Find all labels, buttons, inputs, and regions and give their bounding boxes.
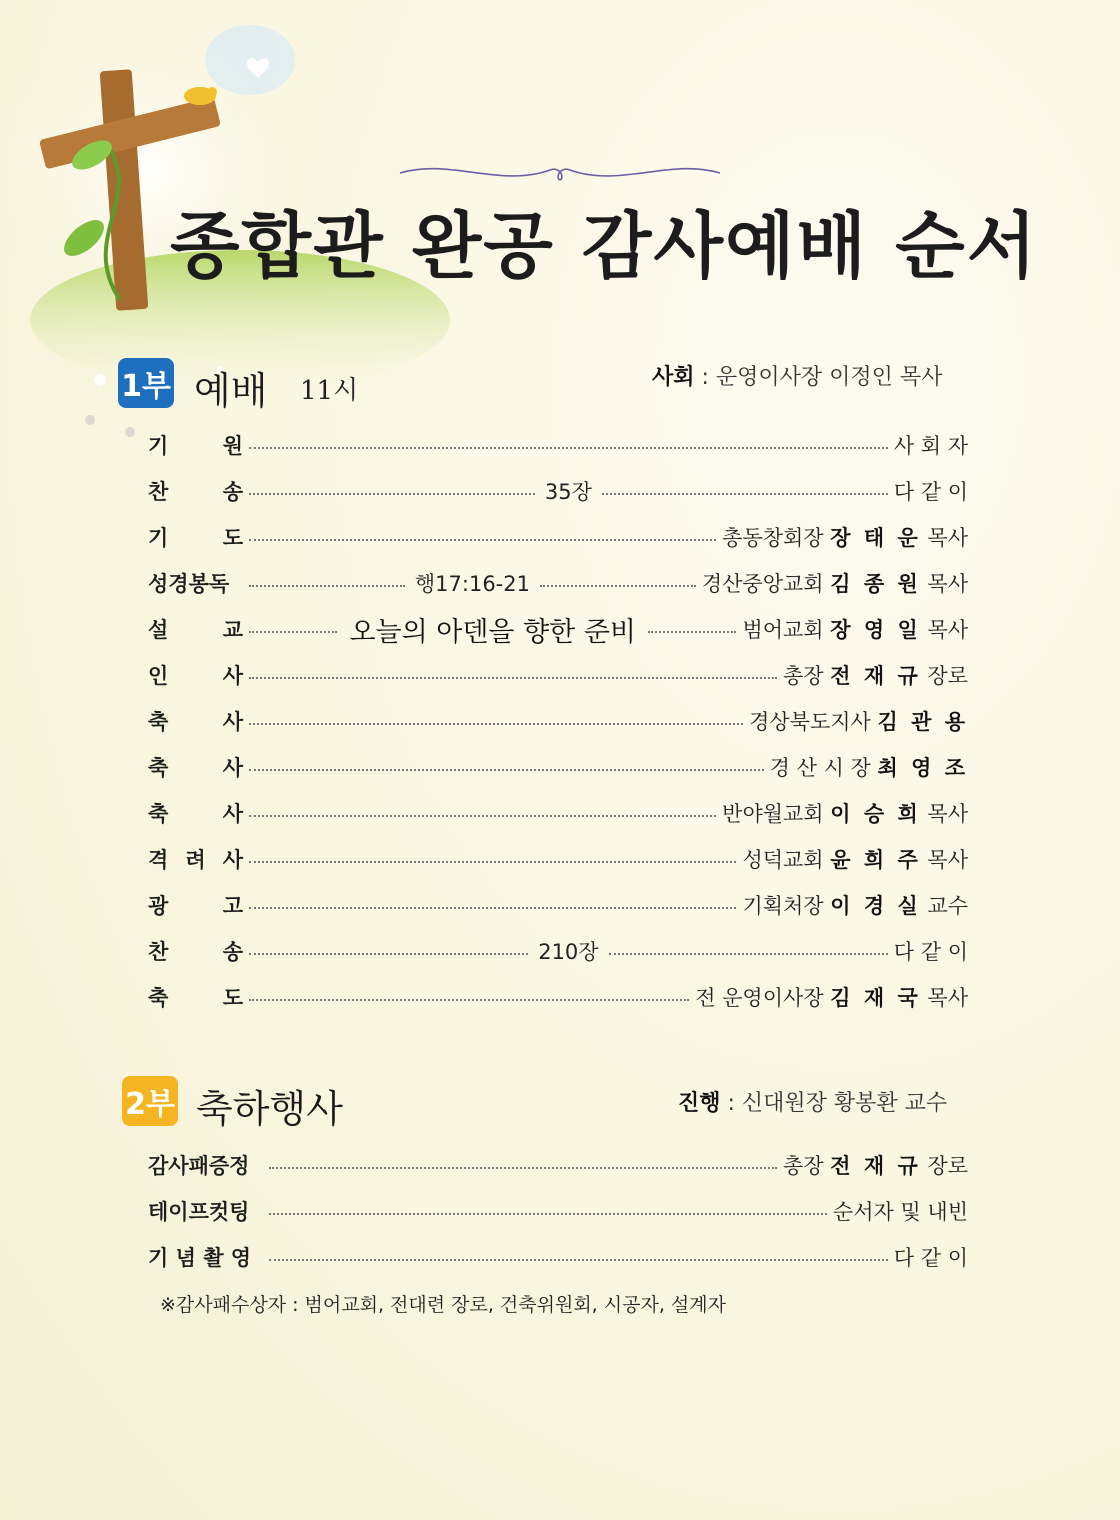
program-row — [148, 1145, 968, 1185]
label-char: 송 — [222, 940, 243, 964]
person-name: 장 태 운 — [830, 526, 921, 550]
program-row — [148, 977, 968, 1017]
label-char: 성경봉독 — [148, 572, 230, 596]
label-char: 축 — [148, 756, 169, 780]
person-title: 다 같 이 — [893, 940, 968, 964]
dot-leader — [249, 539, 716, 541]
part1-title: 예배 — [194, 369, 268, 413]
label-char: 송 — [222, 480, 243, 504]
person-title: 범어교회 — [742, 618, 831, 642]
program-item-label — [148, 752, 243, 782]
program-row — [148, 655, 968, 695]
part1-time: 11시 — [300, 376, 359, 406]
label-char: 광 — [148, 894, 169, 918]
program-item-person — [783, 660, 968, 690]
dot-leader — [648, 631, 736, 633]
part1-host — [652, 360, 942, 391]
label-char: 려 — [185, 848, 206, 872]
program-item-person — [894, 1242, 968, 1272]
label-char: 사 — [222, 802, 243, 826]
dot-leader — [249, 769, 764, 771]
program-item-detail: 35장 — [544, 480, 592, 504]
program-row — [148, 747, 968, 787]
program-item-label — [148, 936, 243, 966]
dot-leader — [249, 953, 528, 955]
program-item-detail: 행17:16-21 — [414, 572, 530, 596]
program-item-label — [148, 614, 243, 644]
person-title: 경상북도지사 — [749, 710, 878, 734]
person-role: 장로 — [920, 664, 968, 688]
program-row — [148, 563, 968, 603]
ornament-divider — [390, 158, 730, 188]
part2-title: 축하행사 — [196, 1087, 343, 1131]
program-item-label — [148, 890, 243, 920]
program-row — [148, 793, 968, 833]
program-row — [148, 471, 968, 511]
program-item-person — [695, 982, 968, 1012]
person-role: 목사 — [920, 526, 968, 550]
person-title: 총장 — [783, 1154, 831, 1178]
program-row — [148, 609, 968, 649]
part2-badge: 2부 — [122, 1076, 178, 1126]
person-role: 목사 — [920, 848, 968, 872]
program-item-label — [148, 660, 243, 690]
award-note: ※감사패수상자 : 범어교회, 전대련 장로, 건축위원회, 시공자, 설계자 — [160, 1294, 726, 1316]
program-item-label: 기 념 촬 영 — [148, 1246, 252, 1270]
label-char: 격 — [148, 848, 169, 872]
program-item-label — [148, 568, 243, 598]
person-title: 전 운영이사장 — [695, 986, 831, 1010]
dot-leader — [540, 585, 696, 587]
dot-leader — [249, 631, 337, 633]
part1-badge: 1부 — [118, 358, 174, 408]
dot-leader — [249, 447, 888, 449]
person-title: 총동창회장 — [722, 526, 831, 550]
program-item-person — [742, 844, 968, 874]
person-title: 성덕교회 — [742, 848, 831, 872]
program-row — [148, 1237, 968, 1277]
program-item-label — [148, 430, 243, 460]
person-name: 전 재 규 — [830, 1154, 921, 1178]
dot-leader — [269, 1259, 888, 1261]
program-item-detail: 210장 — [538, 940, 599, 964]
program-item-person — [833, 1196, 968, 1226]
dot-leader — [249, 493, 535, 495]
program-item-person — [894, 936, 968, 966]
label-char: 도 — [222, 986, 243, 1010]
program-item-label — [148, 706, 243, 736]
dot-leader — [249, 907, 736, 909]
program-row — [148, 1191, 968, 1231]
program-item-label — [148, 982, 243, 1012]
person-title: 사 회 자 — [893, 434, 968, 458]
person-name: 이 경 실 — [830, 894, 921, 918]
dot-leader — [249, 999, 689, 1001]
program-item-person — [749, 706, 968, 736]
person-role: 목사 — [920, 618, 969, 642]
dot-leader — [249, 677, 777, 679]
person-title: 다 같 이 — [893, 1246, 968, 1270]
dot-leader — [249, 815, 716, 817]
program-row — [148, 425, 968, 465]
program-row — [148, 931, 968, 971]
program-row — [148, 839, 968, 879]
person-title: 기획처장 — [742, 894, 831, 918]
label-char: 축 — [148, 710, 169, 734]
dot-leader — [249, 723, 743, 725]
dot-leader — [269, 1213, 827, 1215]
person-role: 목사 — [920, 986, 968, 1010]
host-label: 사회 — [652, 365, 695, 390]
person-role: 목사 — [920, 802, 968, 826]
host-value: : 신대원장 황봉환 교수 — [720, 1091, 948, 1116]
host-label: 진행 — [678, 1091, 721, 1116]
label-char: 사 — [222, 756, 243, 780]
dot-leader — [249, 585, 405, 587]
label-char: 인 — [148, 664, 169, 688]
person-name: 김 종 원 — [830, 572, 921, 596]
person-title: 다 같 이 — [893, 480, 969, 504]
label-char: 사 — [222, 664, 243, 688]
person-name: 김 관 용 — [877, 710, 968, 734]
person-name: 장 영 일 — [830, 618, 921, 642]
part2-host — [678, 1086, 947, 1117]
program-item-person — [894, 430, 968, 460]
label-char: 고 — [222, 894, 243, 918]
program-item-label — [148, 476, 243, 506]
person-title: 반야월교회 — [722, 802, 831, 826]
person-role: 장로 — [920, 1154, 968, 1178]
program-row — [148, 701, 968, 741]
label-char: 사 — [222, 710, 243, 734]
dot-leader — [602, 493, 888, 495]
program-item-person — [770, 752, 968, 782]
program-item-person — [702, 568, 968, 598]
person-role: 교수 — [920, 894, 968, 918]
program-item-detail: 오늘의 아덴을 향한 준비 — [349, 616, 637, 648]
label-char: 기 — [148, 526, 169, 550]
person-role: 목사 — [920, 572, 968, 596]
program-item-person — [894, 476, 968, 506]
label-char: 도 — [222, 526, 243, 550]
person-name: 윤 희 주 — [830, 848, 921, 872]
person-name: 김 재 국 — [830, 986, 921, 1010]
person-title: 총장 — [783, 664, 831, 688]
program-item-label — [148, 522, 243, 552]
dot-leader — [609, 953, 888, 955]
program-item-person — [722, 522, 968, 552]
label-char: 설 — [148, 618, 169, 642]
host-value: : 운영이사장 이정인 목사 — [694, 365, 943, 390]
dot-leader — [269, 1167, 777, 1169]
program-item-person — [742, 614, 968, 644]
label-char: 기 — [148, 434, 169, 458]
program-item-person — [783, 1150, 968, 1180]
dot-leader — [249, 861, 736, 863]
program-item-label: 테이프컷팅 — [148, 1200, 250, 1224]
person-name: 전 재 규 — [830, 664, 921, 688]
program-item-label — [148, 798, 243, 828]
program-item-label — [148, 844, 243, 874]
person-title: 경 산 시 장 — [769, 756, 878, 780]
program-item-person — [722, 798, 968, 828]
person-name: 이 승 희 — [830, 802, 921, 826]
label-char: 사 — [222, 848, 243, 872]
label-char: 축 — [148, 802, 169, 826]
label-char: 축 — [148, 986, 169, 1010]
person-name: 최 영 조 — [877, 756, 968, 780]
page-title: 종합관 완공 감사예배 순서 — [170, 204, 1039, 288]
person-title: 순서자 및 내빈 — [832, 1200, 968, 1224]
label-char: 찬 — [148, 480, 169, 504]
program-item-person — [742, 890, 968, 920]
program-row — [148, 517, 968, 557]
label-char: 교 — [222, 618, 243, 642]
label-char: 찬 — [148, 940, 169, 964]
program-item-label: 감사패증정 — [148, 1154, 250, 1178]
person-title: 경산중앙교회 — [701, 572, 831, 596]
label-char: 원 — [222, 434, 243, 458]
program-row — [148, 885, 968, 925]
